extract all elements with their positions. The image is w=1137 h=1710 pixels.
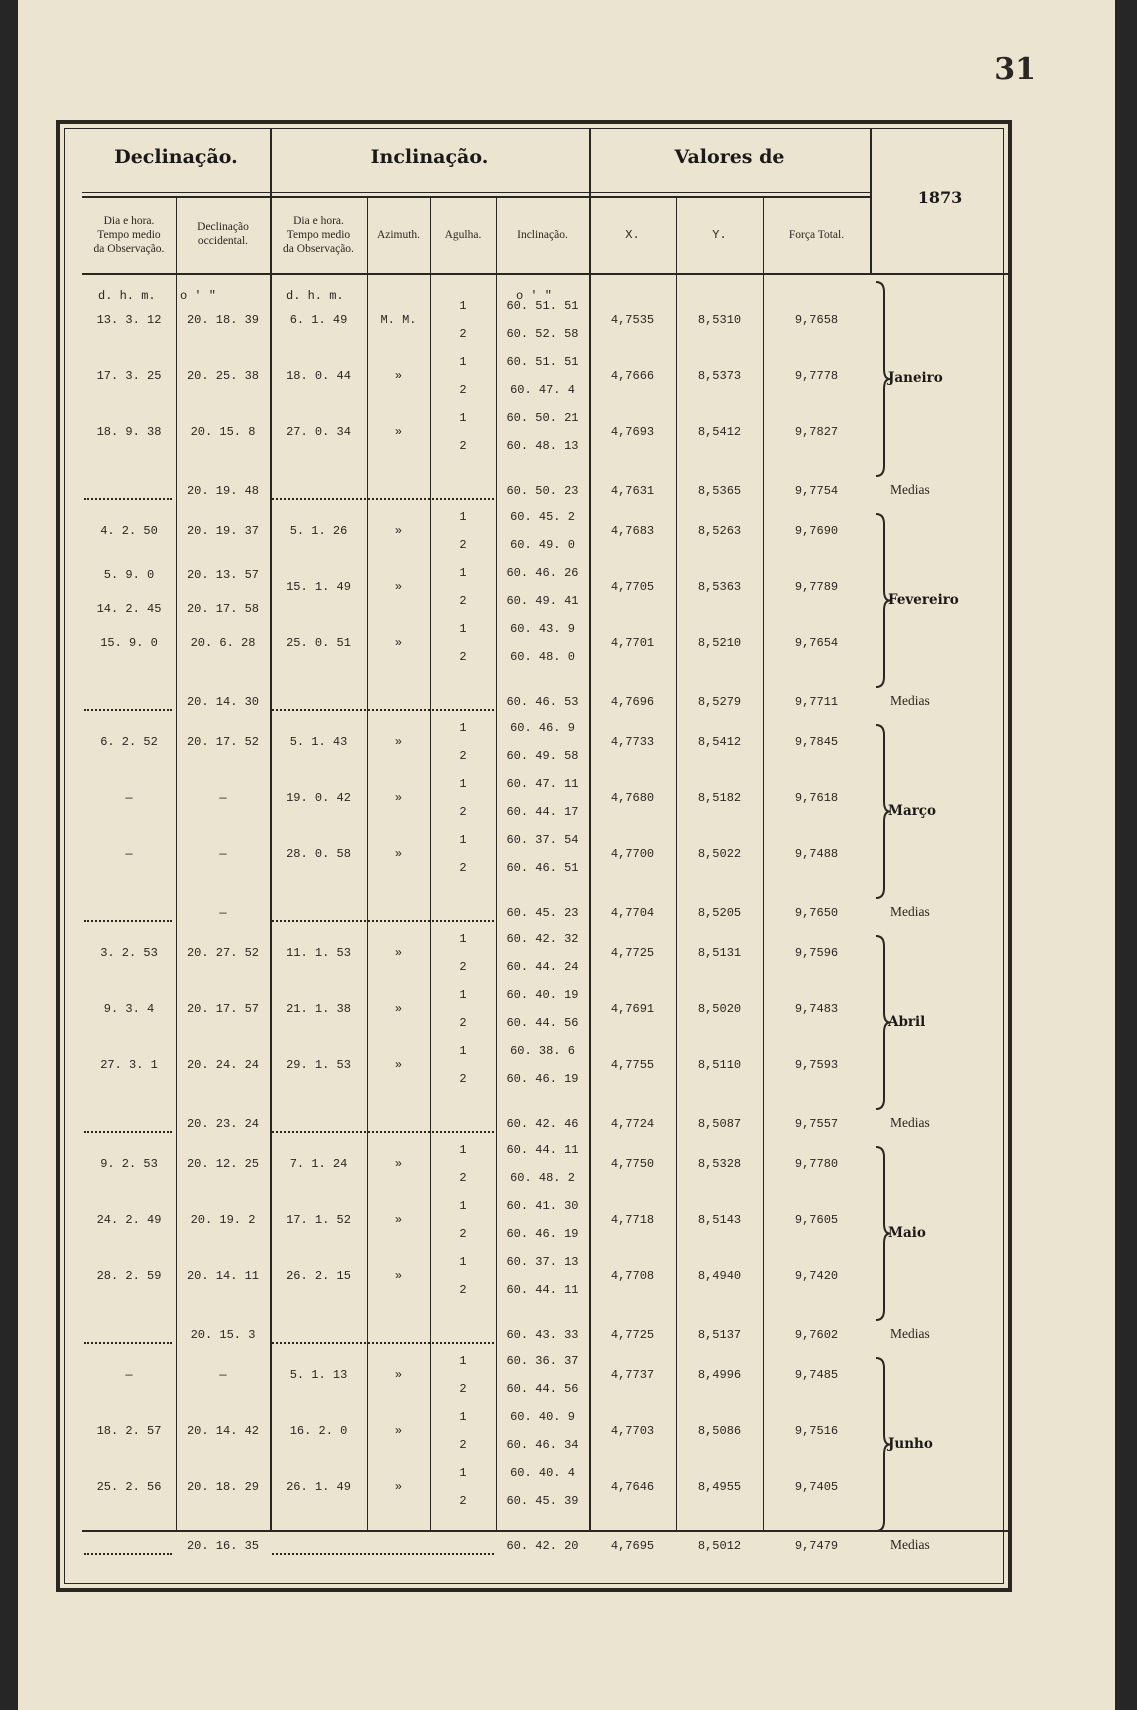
inclinacao-value: 60. 51. 51	[506, 355, 579, 369]
inclinacao-value: 60. 46. 34	[506, 1438, 579, 1452]
y-value: 8,5363	[697, 580, 742, 594]
forca-total-value: 9,7778	[794, 369, 839, 383]
y-value: 8,5412	[697, 735, 742, 749]
decl-time: 9. 3. 4	[103, 1002, 155, 1016]
media-y: 8,5365	[697, 484, 742, 498]
x-value: 4,7733	[610, 735, 655, 749]
x-value: 4,7700	[610, 847, 655, 861]
section-rule	[589, 128, 591, 1530]
media-forca: 9,7479	[794, 1539, 839, 1553]
incl-time: 25. 0. 51	[286, 636, 351, 650]
forca-total-value: 9,7654	[794, 636, 839, 650]
incl-time: 19. 0. 42	[286, 791, 351, 805]
agulha-value: 1	[459, 988, 467, 1002]
agulha-value: 1	[459, 1354, 467, 1368]
declinacao-value: 20. 17. 57	[186, 1002, 259, 1016]
valores-heading: Valores de	[674, 146, 785, 168]
column-rule	[367, 198, 368, 1530]
media-dotted-leader	[272, 1131, 494, 1133]
media-dotted-leader	[272, 1553, 494, 1555]
column-header-inclinacao: Inclinação.	[517, 229, 568, 241]
media-x: 4,7704	[610, 906, 655, 920]
inclinacao-value: 60. 47. 11	[506, 777, 579, 791]
medias-label: Medias	[890, 693, 930, 708]
declinacao-value: 20. 19. 2	[190, 1213, 256, 1227]
ledger-page	[18, 0, 1115, 1710]
declinacao-heading: Declinação.	[114, 146, 238, 168]
forca-total-value: 9,7405	[794, 1480, 839, 1494]
media-declinacao: 20. 14. 30	[186, 695, 259, 709]
decl-time: 9. 2. 53	[100, 1157, 158, 1171]
x-value: 4,7683	[610, 524, 655, 538]
azimuth-value: »	[394, 735, 403, 749]
month-brace	[874, 1358, 894, 1531]
incl-time: 29. 1. 53	[286, 1058, 351, 1072]
incl-time: 26. 2. 15	[286, 1269, 351, 1283]
azimuth-value: »	[394, 1157, 403, 1171]
incl-time: 16. 2. 0	[289, 1424, 348, 1438]
medias-label: Medias	[890, 1537, 930, 1552]
media-declinacao: 20. 19. 48	[186, 484, 259, 498]
incl-time: 18. 0. 44	[286, 369, 351, 383]
incl-time: 21. 1. 38	[286, 1002, 351, 1016]
x-value: 4,7535	[610, 313, 655, 327]
media-x: 4,7724	[610, 1117, 655, 1131]
agulha-value: 2	[459, 1072, 467, 1086]
x-value: 4,7737	[610, 1368, 655, 1382]
inclinacao-value: 60. 45. 2	[510, 510, 575, 524]
media-dotted-leader	[272, 1342, 494, 1344]
incl-time: 7. 1. 24	[289, 1157, 348, 1171]
declinacao-value: 20. 15. 8	[190, 425, 256, 439]
azimuth-value: »	[394, 1213, 403, 1227]
inclinacao-value: 60. 40. 4	[510, 1466, 575, 1480]
x-value: 4,7691	[610, 1002, 655, 1016]
forca-total-value: 9,7483	[794, 1002, 839, 1016]
inclinacao-value: 60. 37. 13	[506, 1255, 579, 1269]
section-header-rule	[82, 196, 870, 198]
azimuth-value: »	[394, 369, 403, 383]
y-value: 8,5143	[697, 1213, 742, 1227]
incl-time: 5. 1. 43	[289, 735, 348, 749]
inclinacao-value: 60. 45. 39	[506, 1494, 579, 1508]
y-value: 8,4955	[697, 1480, 742, 1494]
section-rule	[270, 128, 272, 1530]
inclinacao-value: 60. 46. 26	[506, 566, 579, 580]
media-x: 4,7631	[610, 484, 655, 498]
units-dia-hora-decl: d. h. m.	[98, 289, 156, 303]
agulha-value: 1	[459, 1466, 467, 1480]
section-rule	[870, 128, 872, 275]
x-value: 4,7703	[610, 1424, 655, 1438]
declinacao-value: 20. 18. 39	[186, 313, 259, 327]
column-header-x: X.	[625, 228, 640, 242]
x-value: 4,7705	[610, 580, 655, 594]
media-inclinacao: 60. 42. 46	[506, 1117, 579, 1131]
media-dotted-leader	[272, 709, 494, 711]
agulha-value: 2	[459, 1283, 467, 1297]
declinacao-value: 20. 27. 52	[186, 946, 259, 960]
y-value: 8,4996	[697, 1368, 742, 1382]
decl-time: 6. 2. 52	[100, 735, 158, 749]
column-header-azimuth: Azimuth.	[376, 229, 421, 241]
x-value: 4,7693	[610, 425, 655, 439]
agulha-value: 1	[459, 355, 467, 369]
medias-label: Medias	[890, 1326, 930, 1341]
inclinacao-value: 60. 44. 11	[506, 1283, 579, 1297]
x-value: 4,7701	[610, 636, 655, 650]
agulha-value: 2	[459, 538, 467, 552]
decl-time: —	[125, 791, 133, 805]
column-header-y: Y.	[712, 228, 727, 242]
agulha-value: 1	[459, 777, 467, 791]
azimuth-value: »	[394, 524, 403, 538]
forca-total-value: 9,7485	[794, 1368, 839, 1382]
inclinacao-value: 60. 36. 37	[506, 1354, 579, 1368]
units-inclinacao: o ' "	[516, 289, 553, 303]
media-y: 8,5087	[697, 1117, 742, 1131]
media-inclinacao: 60. 50. 23	[506, 484, 579, 498]
inclinacao-value: 60. 40. 19	[506, 988, 579, 1002]
page-number: 31	[994, 52, 1036, 87]
media-dotted-leader	[84, 498, 172, 500]
inclinacao-value: 60. 48. 0	[510, 650, 575, 664]
agulha-value: 1	[459, 411, 467, 425]
medias-label: Medias	[890, 482, 930, 497]
declinacao-value: —	[219, 1368, 227, 1382]
media-dotted-leader	[84, 1131, 172, 1133]
declinacao-value: 20. 17. 58	[186, 602, 259, 616]
month-brace	[874, 936, 894, 1109]
y-value: 8,5086	[697, 1424, 742, 1438]
media-forca: 9,7650	[794, 906, 839, 920]
inclinacao-value: 60. 44. 24	[506, 960, 579, 974]
agulha-value: 2	[459, 594, 467, 608]
month-brace	[874, 1147, 894, 1320]
incl-time: 5. 1. 13	[289, 1368, 348, 1382]
agulha-value: 1	[459, 566, 467, 580]
media-dotted-leader	[272, 498, 494, 500]
azimuth-value: »	[394, 946, 403, 960]
column-header-dia-hora-incl: Dia e hora. Tempo medio da Observação.	[283, 215, 354, 255]
media-dotted-leader	[84, 709, 172, 711]
media-dotted-leader	[84, 1342, 172, 1344]
agulha-value: 1	[459, 1044, 467, 1058]
y-value: 8,5328	[697, 1157, 742, 1171]
inclinacao-value: 60. 44. 56	[506, 1016, 579, 1030]
media-x: 4,7695	[610, 1539, 655, 1553]
y-value: 8,4940	[697, 1269, 742, 1283]
y-value: 8,5131	[697, 946, 742, 960]
media-x: 4,7725	[610, 1328, 655, 1342]
agulha-value: 2	[459, 1438, 467, 1452]
y-value: 8,5020	[697, 1002, 742, 1016]
incl-time: 15. 1. 49	[286, 580, 351, 594]
inclinacao-value: 60. 44. 56	[506, 1382, 579, 1396]
declinacao-value: 20. 24. 24	[186, 1058, 259, 1072]
declinacao-value: 20. 18. 29	[186, 1480, 259, 1494]
x-value: 4,7708	[610, 1269, 655, 1283]
decl-time: 5. 9. 0	[103, 568, 155, 582]
media-declinacao: 20. 15. 3	[190, 1328, 256, 1342]
media-y: 8,5137	[697, 1328, 742, 1342]
x-value: 4,7718	[610, 1213, 655, 1227]
inclinacao-value: 60. 48. 13	[506, 439, 579, 453]
inclinacao-value: 60. 47. 4	[510, 383, 575, 397]
media-forca: 9,7711	[794, 695, 839, 709]
decl-time: 17. 3. 25	[96, 369, 162, 383]
azimuth-value: »	[394, 1002, 403, 1016]
agulha-value: 2	[459, 327, 467, 341]
month-label: Fevereiro	[888, 591, 959, 608]
column-header-declinacao: Declinação occidental.	[197, 221, 249, 247]
y-value: 8,5373	[697, 369, 742, 383]
azimuth-value: »	[394, 1269, 403, 1283]
y-value: 8,5310	[697, 313, 742, 327]
forca-total-value: 9,7596	[794, 946, 839, 960]
declinacao-value: 20. 14. 11	[186, 1269, 259, 1283]
month-label: Abril	[888, 1013, 926, 1030]
media-y: 8,5205	[697, 906, 742, 920]
column-header-dia-hora-decl: Dia e hora. Tempo medio da Observação.	[93, 215, 165, 255]
month-brace	[874, 725, 894, 898]
media-inclinacao: 60. 45. 23	[506, 906, 579, 920]
medias-label: Medias	[890, 1115, 930, 1130]
agulha-value: 2	[459, 1494, 467, 1508]
agulha-value: 2	[459, 1171, 467, 1185]
agulha-value: 1	[459, 622, 467, 636]
forca-total-value: 9,7658	[794, 313, 839, 327]
incl-time: 27. 0. 34	[286, 425, 351, 439]
y-value: 8,5182	[697, 791, 742, 805]
x-value: 4,7680	[610, 791, 655, 805]
y-value: 8,5412	[697, 425, 742, 439]
declinacao-value: 20. 6. 28	[190, 636, 256, 650]
decl-time: 13. 3. 12	[96, 313, 162, 327]
section-header-rule	[82, 192, 870, 193]
month-label: Janeiro	[888, 370, 943, 386]
media-declinacao: 20. 23. 24	[186, 1117, 259, 1131]
decl-time: 25. 2. 56	[96, 1480, 162, 1494]
inclinacao-value: 60. 40. 9	[510, 1410, 575, 1424]
agulha-value: 1	[459, 721, 467, 735]
inclinacao-value: 60. 46. 19	[506, 1227, 579, 1241]
month-label: Maio	[888, 1224, 926, 1241]
forca-total-value: 9,7780	[794, 1157, 839, 1171]
media-dotted-leader	[84, 1553, 172, 1555]
column-header-forca: Força Total.	[788, 229, 845, 241]
inclinacao-value: 60. 52. 58	[506, 327, 579, 341]
inclinacao-value: 60. 46. 19	[506, 1072, 579, 1086]
declinacao-value: 20. 14. 42	[186, 1424, 259, 1438]
azimuth-value: M. M.	[380, 313, 417, 327]
y-value: 8,5210	[697, 636, 742, 650]
agulha-value: 2	[459, 1016, 467, 1030]
decl-time: 18. 2. 57	[96, 1424, 162, 1438]
decl-time: 24. 2. 49	[96, 1213, 162, 1227]
azimuth-value: »	[394, 425, 403, 439]
agulha-value: 1	[459, 510, 467, 524]
decl-time: 27. 3. 1	[100, 1058, 158, 1072]
incl-time: 11. 1. 53	[286, 946, 351, 960]
azimuth-value: »	[394, 791, 403, 805]
agulha-value: 2	[459, 650, 467, 664]
agulha-value: 1	[459, 1199, 467, 1213]
azimuth-value: »	[394, 1058, 403, 1072]
media-y: 8,5012	[697, 1539, 742, 1553]
x-value: 4,7725	[610, 946, 655, 960]
forca-total-value: 9,7690	[794, 524, 839, 538]
decl-time: —	[125, 847, 133, 861]
forca-total-value: 9,7845	[794, 735, 839, 749]
agulha-value: 1	[459, 1143, 467, 1157]
table-bottom-rule	[82, 1530, 1008, 1532]
forca-total-value: 9,7605	[794, 1213, 839, 1227]
incl-time: 6. 1. 49	[289, 313, 348, 327]
agulha-value: 2	[459, 805, 467, 819]
forca-total-value: 9,7488	[794, 847, 839, 861]
agulha-value: 1	[459, 299, 467, 313]
agulha-value: 2	[459, 960, 467, 974]
agulha-value: 2	[459, 383, 467, 397]
media-inclinacao: 60. 42. 20	[506, 1539, 579, 1553]
inclinacao-value: 60. 46. 9	[510, 721, 575, 735]
inclinacao-value: 60. 46. 51	[506, 861, 579, 875]
agulha-value: 2	[459, 1382, 467, 1396]
y-value: 8,5110	[697, 1058, 742, 1072]
units-declinacao: o ' "	[180, 289, 217, 303]
declinacao-value: —	[219, 791, 227, 805]
year-heading: 1873	[917, 188, 963, 207]
inclinacao-value: 60. 44. 11	[506, 1143, 579, 1157]
month-brace	[874, 282, 894, 476]
media-dotted-leader	[84, 920, 172, 922]
agulha-value: 2	[459, 1227, 467, 1241]
decl-time: 4. 2. 50	[100, 524, 158, 538]
x-value: 4,7755	[610, 1058, 655, 1072]
declinacao-value: 20. 17. 52	[186, 735, 259, 749]
incl-time: 28. 0. 58	[286, 847, 351, 861]
media-declinacao: —	[219, 906, 227, 920]
agulha-value: 1	[459, 932, 467, 946]
y-value: 8,5263	[697, 524, 742, 538]
forca-total-value: 9,7827	[794, 425, 839, 439]
declinacao-value: 20. 13. 57	[186, 568, 259, 582]
inclinacao-value: 60. 41. 30	[506, 1199, 579, 1213]
inclinacao-value: 60. 49. 41	[506, 594, 579, 608]
media-forca: 9,7754	[794, 484, 839, 498]
month-label: Março	[888, 802, 937, 819]
inclinacao-value: 60. 38. 6	[510, 1044, 575, 1058]
incl-time: 5. 1. 26	[289, 524, 348, 538]
media-y: 8,5279	[697, 695, 742, 709]
decl-time: 15. 9. 0	[100, 636, 158, 650]
inclinacao-value: 60. 48. 2	[510, 1171, 575, 1185]
forca-total-value: 9,7789	[794, 580, 839, 594]
column-header-rule	[82, 273, 1008, 275]
agulha-value: 1	[459, 833, 467, 847]
decl-time: —	[125, 1368, 133, 1382]
media-x: 4,7696	[610, 695, 655, 709]
agulha-value: 2	[459, 861, 467, 875]
x-value: 4,7666	[610, 369, 655, 383]
forca-total-value: 9,7516	[794, 1424, 839, 1438]
agulha-value: 2	[459, 749, 467, 763]
azimuth-value: »	[394, 1424, 403, 1438]
media-inclinacao: 60. 43. 33	[506, 1328, 579, 1342]
media-declinacao: 20. 16. 35	[186, 1539, 259, 1553]
incl-time: 26. 1. 49	[286, 1480, 351, 1494]
incl-time: 17. 1. 52	[286, 1213, 351, 1227]
column-header-agulha: Agulha.	[444, 229, 482, 241]
inclinacao-value: 60. 49. 0	[510, 538, 575, 552]
inclinacao-value: 60. 51. 51	[506, 299, 579, 313]
azimuth-value: »	[394, 1368, 403, 1382]
medias-label: Medias	[890, 904, 930, 919]
azimuth-value: »	[394, 1480, 403, 1494]
month-label: Junho	[888, 1435, 933, 1452]
y-value: 8,5022	[697, 847, 742, 861]
decl-time: 18. 9. 38	[96, 425, 162, 439]
forca-total-value: 9,7420	[794, 1269, 839, 1283]
inclinacao-value: 60. 44. 17	[506, 805, 579, 819]
decl-time: 28. 2. 59	[96, 1269, 162, 1283]
azimuth-value: »	[394, 847, 403, 861]
media-dotted-leader	[272, 920, 494, 922]
decl-time: 14. 2. 45	[96, 602, 162, 616]
declinacao-value: 20. 19. 37	[186, 524, 259, 538]
inclinacao-value: 60. 50. 21	[506, 411, 579, 425]
inclinacao-value: 60. 42. 32	[506, 932, 579, 946]
media-forca: 9,7602	[794, 1328, 839, 1342]
declinacao-value: 20. 25. 38	[186, 369, 259, 383]
azimuth-value: »	[394, 636, 403, 650]
units-dia-hora-incl: d. h. m.	[286, 289, 344, 303]
x-value: 4,7646	[610, 1480, 655, 1494]
x-value: 4,7750	[610, 1157, 655, 1171]
forca-total-value: 9,7593	[794, 1058, 839, 1072]
agulha-value: 1	[459, 1410, 467, 1424]
decl-time: 3. 2. 53	[100, 946, 158, 960]
forca-total-value: 9,7618	[794, 791, 839, 805]
inclinacao-heading: Inclinação.	[370, 146, 489, 168]
declinacao-value: —	[219, 847, 227, 861]
agulha-value: 2	[459, 439, 467, 453]
agulha-value: 1	[459, 1255, 467, 1269]
inclinacao-value: 60. 37. 54	[506, 833, 579, 847]
month-brace	[874, 514, 894, 687]
azimuth-value: »	[394, 580, 403, 594]
declinacao-value: 20. 12. 25	[186, 1157, 259, 1171]
inclinacao-value: 60. 43. 9	[510, 622, 575, 636]
media-inclinacao: 60. 46. 53	[506, 695, 579, 709]
media-forca: 9,7557	[794, 1117, 839, 1131]
inclinacao-value: 60. 49. 58	[506, 749, 579, 763]
